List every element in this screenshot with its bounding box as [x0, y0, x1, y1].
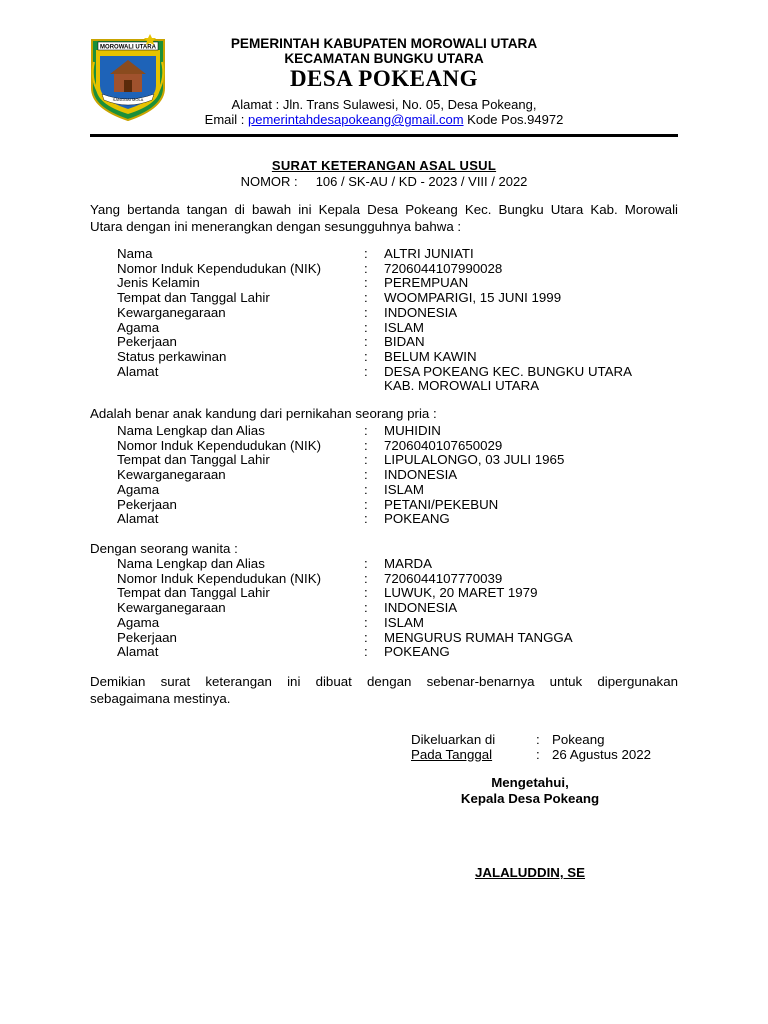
mother-field-value: ISLAM	[384, 614, 424, 630]
person-field-value: ALTRI JUNIATI	[384, 246, 474, 261]
father-field-label: Tempat dan Tanggal Lahir	[117, 452, 270, 468]
person-row	[0, 334, 768, 349]
father-row	[0, 423, 768, 438]
person-alamat-continuation	[0, 378, 768, 393]
person-field-value: DESA POKEANG KEC. BUNGKU UTARA	[384, 363, 633, 379]
person-field-label: Jenis Kelamin	[117, 275, 200, 291]
person-field-label: Tempat dan Tanggal Lahir	[117, 290, 270, 306]
father-field-colon: :	[364, 496, 368, 512]
father-field-value: INDONESIA	[384, 467, 458, 483]
mother-row	[0, 644, 768, 659]
svg-text:SANGGAI MOLA: SANGGAI MOLA	[112, 97, 144, 102]
person-field-value: ISLAM	[384, 319, 424, 335]
father-field-value: 7206040107650029	[384, 437, 503, 453]
person-field-label: Agama	[117, 319, 160, 335]
mother-row	[0, 615, 768, 630]
letter-number: NOMOR : 106 / SK-AU / KD - 2023 / VIII / 2022	[240, 174, 528, 189]
mother-field-value: POKEANG	[384, 644, 450, 660]
issued-place-colon: :	[536, 732, 540, 747]
issued-place-value: Pokeang	[552, 732, 605, 747]
father-field-label: Pekerjaan	[117, 496, 177, 512]
mother-field-label: Tempat dan Tanggal Lahir	[117, 585, 270, 601]
person-row	[0, 305, 768, 320]
closing-paragraph	[90, 673, 678, 707]
father-field-colon: :	[364, 467, 368, 483]
father-field-colon: :	[364, 452, 368, 468]
mother-field-value: LUWUK, 20 MARET 1979	[384, 585, 538, 601]
mother-field-colon: :	[364, 570, 368, 586]
father-row	[0, 511, 768, 526]
mother-field-label: Alamat	[117, 644, 159, 660]
email-label: Email :	[204, 112, 249, 127]
person-field-label: Nama	[117, 246, 153, 261]
mother-field-colon: :	[364, 644, 368, 660]
signature-name: JALALUDDIN, SE	[474, 865, 586, 880]
person-field-value: 7206044107990028	[384, 260, 503, 276]
person-field-colon: :	[364, 304, 368, 320]
mother-field-label: Kewarganegaraan	[117, 600, 226, 616]
signature-position: Kepala Desa Pokeang	[460, 791, 600, 806]
father-intro: Adalah benar anak kandung dari pernikahan seorang pria :	[90, 406, 437, 421]
father-field-value: PETANI/PEKEBUN	[384, 496, 499, 512]
mother-field-label: Nomor Induk Kependudukan (NIK)	[117, 570, 321, 586]
father-field-label: Nama Lengkap dan Alias	[117, 423, 265, 438]
person-field-value: BELUM KAWIN	[384, 348, 477, 364]
mother-field-label: Agama	[117, 614, 160, 630]
letter-title: SURAT KETERANGAN ASAL USUL	[271, 158, 497, 173]
father-field-colon: :	[364, 423, 368, 438]
issued-date-label: Pada Tanggal	[411, 747, 493, 762]
person-field-colon: :	[364, 363, 368, 379]
mother-field-value: MARDA	[384, 556, 433, 571]
person-field-colon: :	[364, 319, 368, 335]
issued-place-label: Dikeluarkan di	[411, 732, 496, 747]
father-row	[0, 497, 768, 512]
person-field-colon: :	[364, 260, 368, 276]
issued-date-colon: :	[536, 747, 540, 762]
mother-field-colon: :	[364, 600, 368, 616]
person-field-value: PEREMPUAN	[384, 275, 469, 291]
person-field-label: Alamat	[117, 363, 159, 379]
mother-row	[0, 556, 768, 571]
person-field-value: INDONESIA	[384, 304, 458, 320]
header-divider	[90, 134, 678, 137]
person-row	[0, 290, 768, 305]
father-field-colon: :	[364, 437, 368, 453]
email-link[interactable]: pemerintahdesapokeang@gmail.com	[248, 112, 464, 127]
issued-date-row	[411, 747, 659, 762]
father-field-colon: :	[364, 511, 368, 527]
postal-code: Kode Pos.94972	[463, 112, 564, 127]
person-field-label: Pekerjaan	[117, 334, 177, 350]
mother-field-value: INDONESIA	[384, 600, 458, 616]
mother-row	[0, 571, 768, 586]
father-field-value: MUHIDIN	[384, 423, 441, 438]
person-row	[0, 261, 768, 276]
father-field-label: Alamat	[117, 511, 159, 527]
mother-field-colon: :	[364, 614, 368, 630]
mother-field-value: 7206044107770039	[384, 570, 503, 586]
mother-row	[0, 585, 768, 600]
person-field-colon: :	[364, 334, 368, 350]
father-row	[0, 467, 768, 482]
person-row	[0, 275, 768, 290]
person-row	[0, 364, 768, 379]
person-field-value: WOOMPARIGI, 15 JUNI 1999	[384, 290, 562, 306]
person-alamat-line2: KAB. MOROWALI UTARA	[384, 378, 540, 393]
father-row	[0, 438, 768, 453]
person-field-value: BIDAN	[384, 334, 425, 350]
person-field-label: Status perkawinan	[117, 348, 227, 364]
person-row	[0, 349, 768, 364]
mother-row	[0, 630, 768, 645]
person-row	[0, 246, 768, 261]
mother-field-colon: :	[364, 556, 368, 571]
signature-acknowledged: Mengetahui,	[491, 775, 569, 790]
mother-field-label: Pekerjaan	[117, 629, 177, 645]
person-field-colon: :	[364, 275, 368, 291]
mother-intro: Dengan seorang wanita :	[90, 541, 238, 556]
father-field-label: Kewarganegaraan	[117, 467, 226, 483]
father-field-value: LIPULALONGO, 03 JULI 1965	[384, 452, 565, 468]
header-desa: DESA POKEANG	[289, 66, 479, 91]
father-row	[0, 482, 768, 497]
father-field-label: Agama	[117, 481, 160, 497]
mother-field-colon: :	[364, 629, 368, 645]
svg-text:MOROWALI UTARA: MOROWALI UTARA	[100, 44, 156, 51]
person-field-colon: :	[364, 246, 368, 261]
mother-field-label: Nama Lengkap dan Alias	[117, 556, 265, 571]
person-row	[0, 320, 768, 335]
person-field-colon: :	[364, 348, 368, 364]
intro-paragraph	[90, 201, 678, 235]
intro-line-2: Utara dengan ini menerangkan dengan sesungguhnya bahwa :	[90, 219, 462, 234]
father-field-label: Nomor Induk Kependudukan (NIK)	[117, 437, 321, 453]
issued-date-value: 26 Agustus 2022	[552, 747, 652, 762]
father-field-value: POKEANG	[384, 511, 450, 527]
person-field-label: Nomor Induk Kependudukan (NIK)	[117, 260, 321, 276]
father-field-value: ISLAM	[384, 481, 424, 497]
header-contact	[150, 112, 618, 127]
person-field-colon: :	[364, 290, 368, 306]
closing-line-1: Demikian surat keterangan ini dibuat dengan sebenar-benarnya untuk dipergunakan	[90, 674, 678, 689]
closing-line-2: sebagaimana mestinya.	[90, 691, 231, 706]
header-government: PEMERINTAH KABUPATEN MOROWALI UTARA	[230, 36, 538, 51]
mother-field-value: MENGURUS RUMAH TANGGA	[384, 629, 573, 645]
header-kecamatan: KECAMATAN BUNGKU UTARA	[284, 51, 484, 66]
intro-line-1: Yang bertanda tangan di bawah ini Kepala Desa Pokeang Kec. Bungku Utara Kab. Morowali	[90, 202, 678, 217]
father-row	[0, 452, 768, 467]
father-field-colon: :	[364, 481, 368, 497]
mother-row	[0, 600, 768, 615]
header-address: Alamat : Jln. Trans Sulawesi, No. 05, Desa Pokeang,	[231, 97, 537, 112]
person-field-label: Kewarganegaraan	[117, 304, 226, 320]
mother-field-colon: :	[364, 585, 368, 601]
